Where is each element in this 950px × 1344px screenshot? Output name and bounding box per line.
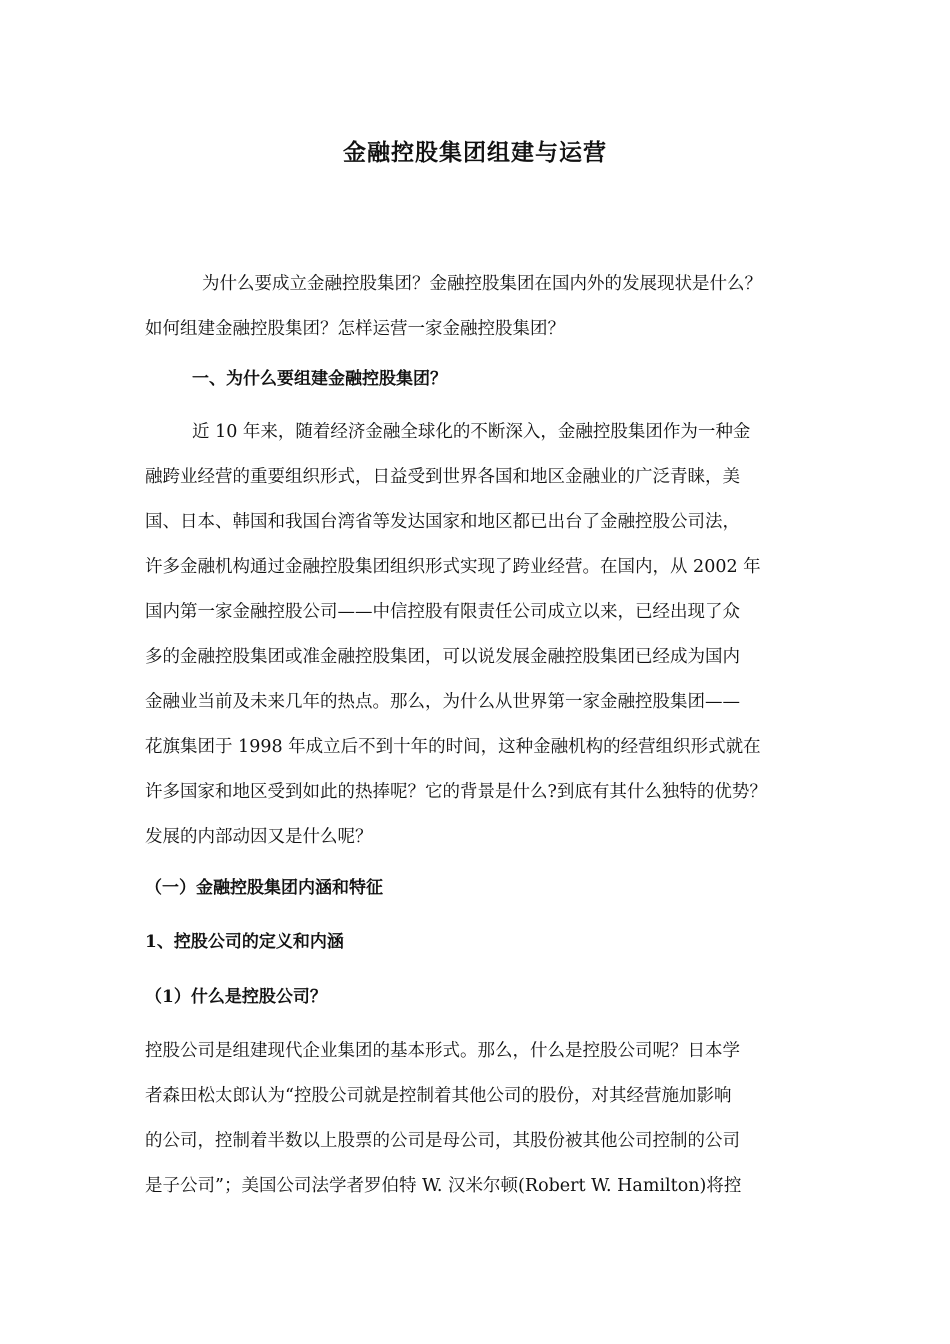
paragraph-line: 是子公司”；美国公司法学者罗伯特 W. 汉米尔顿(Robert W. Hamilton)将控 bbox=[145, 1176, 742, 1196]
subheading-text: （一）金融控股集团内涵和特征 bbox=[145, 878, 383, 898]
paragraph-line: 发展的内部动因又是什么呢？ bbox=[145, 827, 373, 847]
paragraph-line: 控股公司是组建现代企业集团的基本形式。那么，什么是控股公司呢？日本学 bbox=[145, 1041, 740, 1061]
section1-paragraph bbox=[145, 410, 820, 860]
subheading-block bbox=[145, 866, 820, 911]
subheading-block bbox=[145, 920, 820, 965]
paragraph-line: 融跨业经营的重要组织形式，日益受到世界各国和地区金融业的广泛青睐，美 bbox=[145, 467, 740, 487]
paragraph-line: 许多国家和地区受到如此的热捧呢？它的背景是什么?到底有其什么独特的优势？ bbox=[145, 782, 767, 802]
subheading-block bbox=[145, 975, 820, 1020]
subheading-text: （1）什么是控股公司？ bbox=[145, 987, 327, 1007]
section-heading bbox=[145, 357, 820, 402]
holding-company-paragraph bbox=[145, 1029, 820, 1209]
paragraph-line: 近 10 年来，随着经济金融全球化的不断深入，金融控股集团作为一种金 bbox=[192, 422, 751, 442]
paragraph-line: 者森田松太郎认为“控股公司就是控制着其他公司的股份，对其经营施加影响 bbox=[145, 1086, 732, 1106]
document-title: 金融控股集团组建与运营 bbox=[343, 139, 607, 166]
paragraph-line: 许多金融机构通过金融控股集团组织形式实现了跨业经营。在国内，从 2002 年 bbox=[145, 557, 761, 577]
section-heading-text: 一、为什么要组建金融控股集团？ bbox=[192, 369, 447, 389]
intro-paragraph bbox=[145, 262, 820, 352]
paragraph-line: 如何组建金融控股集团？怎样运营一家金融控股集团？ bbox=[145, 319, 565, 339]
paragraph-line: 多的金融控股集团或准金融控股集团，可以说发展金融控股集团已经成为国内 bbox=[145, 647, 740, 667]
paragraph-line: 为什么要成立金融控股集团？金融控股集团在国内外的发展现状是什么？ bbox=[202, 274, 762, 294]
paragraph-line: 花旗集团于 1998 年成立后不到十年的时间，这种金融机构的经营组织形式就在 bbox=[145, 737, 761, 757]
paragraph-line: 国、日本、韩国和我国台湾省等发达国家和地区都已出台了金融控股公司法， bbox=[145, 512, 740, 532]
paragraph-line: 国内第一家金融控股公司——中信控股有限责任公司成立以来，已经出现了众 bbox=[145, 602, 740, 622]
paragraph-line: 金融业当前及未来几年的热点。那么，为什么从世界第一家金融控股集团—— bbox=[145, 692, 740, 712]
subheading-text: 1、控股公司的定义和内涵 bbox=[145, 932, 344, 952]
paragraph-line: 的公司，控制着半数以上股票的公司是母公司，其股份被其他公司控制的公司 bbox=[145, 1131, 740, 1151]
